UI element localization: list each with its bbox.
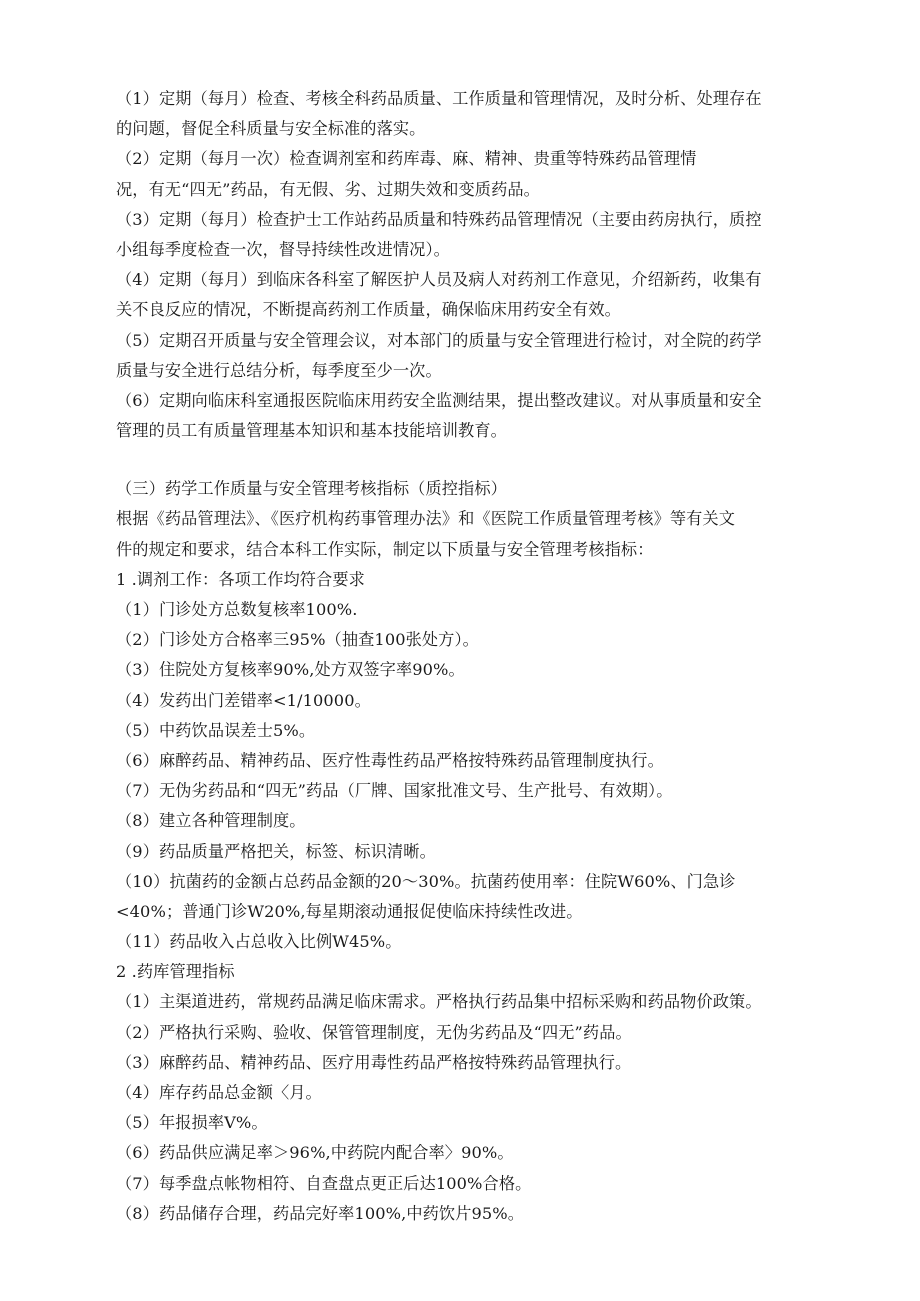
part2-item: （2）严格执行采购、验收、保管管理制度，无伪劣药品及“四无”药品。 bbox=[116, 1022, 632, 1042]
inspection-list bbox=[116, 84, 806, 446]
intro-line-1: 根据《药品管理法》、《医疗机构药事管理办法》和《医院工作质量管理考核》等有关文 bbox=[116, 509, 736, 529]
part1-item: （6）麻醉药品、精神药品、医疗性毒性药品严格按特殊药品管理制度执行。 bbox=[116, 750, 664, 770]
item-5-line-1: （5）定期召开质量与安全管理会议，对本部门的质量与安全管理进行检讨，对全院的药学 bbox=[116, 330, 762, 350]
section-heading: （三）药学工作质量与安全管理考核指标（质控指标） bbox=[116, 479, 507, 499]
part1-item: （3）住院处方复核率90%,处方双签字率90%。 bbox=[116, 660, 465, 680]
item-3-line-2: 小组每季度检查一次，督导持续性改进情况）。 bbox=[116, 239, 450, 259]
item-4-line-2: 关不良反应的情况，不断提高药剂工作质量，确保临床用药安全有效。 bbox=[116, 300, 621, 320]
part1-item: （1）门诊处方总数复核率100%. bbox=[116, 600, 358, 619]
intro-line-2: 件的规定和要求，结合本科工作实际，制定以下质量与安全管理考核指标： bbox=[116, 539, 654, 559]
part2-item: （3）麻醉药品、精神药品、医疗用毒性药品严格按特殊药品管理执行。 bbox=[116, 1052, 632, 1072]
part1-item: （4）发药出门差错率<1/10000。 bbox=[116, 690, 371, 710]
item-6-line-1: （6）定期向临床科室通报医院临床用药安全监测结果，提出整改建议。对从事质量和安全 bbox=[116, 390, 762, 410]
part1-item: <40%；普通门诊W20%,每星期滚动通报促使临床持续性改进。 bbox=[116, 901, 583, 921]
part2-item: （6）药品供应满足率＞96%,中药院内配合率〉90%。 bbox=[116, 1143, 514, 1163]
item-1-line-1: （1）定期（每月）检查、考核全科药品质量、工作质量和管理情况，及时分析、处理存在 bbox=[116, 89, 762, 108]
part2-item: （8）药品储存合理，药品完好率100%,中药饮片95%。 bbox=[116, 1203, 525, 1223]
part2-title: 2 .药库管理指标 bbox=[116, 962, 235, 982]
part1-title: 1 .调剂工作：各项工作均符合要求 bbox=[116, 569, 365, 589]
part1-item: （5）中药饮品误差士5%。 bbox=[116, 720, 316, 740]
item-1-line-2: 的问题，督促全科质量与安全标准的落实。 bbox=[116, 119, 426, 139]
item-6-line-2: 管理的员工有质量管理基本知识和基本技能培训教育。 bbox=[116, 421, 507, 441]
section-spacer bbox=[116, 446, 806, 474]
section-three bbox=[116, 474, 806, 1229]
part1-item: （9）药品质量严格把关，标签、标识清晰。 bbox=[116, 841, 436, 861]
part2-item: （4）库存药品总金额〈月。 bbox=[116, 1083, 322, 1102]
part1-item: （8）建立各种管理制度。 bbox=[116, 811, 306, 831]
item-5-line-2: 质量与安全进行总结分析，每季度至少一次。 bbox=[116, 360, 442, 380]
item-2-line-2: 况，有无“四无”药品，有无假、劣、过期失效和变质药品。 bbox=[116, 179, 540, 199]
part2-item: （1）主渠道进药，常规药品满足临床需求。严格执行药品集中招标采购和药品物价政策。 bbox=[116, 992, 762, 1012]
item-3-line-1: （3）定期（每月）检查护士工作站药品质量和特殊药品管理情况（主要由药房执行，质控 bbox=[116, 209, 762, 229]
part1-item: （2）门诊处方合格率三95%（抽查100张处方）。 bbox=[116, 630, 479, 650]
part2-item: （7）每季盘点帐物相符、自查盘点更正后达100%合格。 bbox=[116, 1173, 532, 1193]
item-4-line-1: （4）定期（每月）到临床各科室了解医护人员及病人对药剂工作意见，介绍新药，收集有 bbox=[116, 270, 762, 290]
part1-item: （7）无伪劣药品和“四无”药品（厂牌、国家批准文号、生产批号、有效期）。 bbox=[116, 781, 673, 801]
document-page bbox=[116, 84, 806, 1229]
part1-item: （11）药品收入占总收入比例W45%。 bbox=[116, 932, 402, 952]
part2-item: （5）年报损率V%。 bbox=[116, 1113, 268, 1133]
part1-item: （10）抗菌药的金额占总药品金额的20〜30%。抗菌药使用率：住院W60%、门急诊 bbox=[116, 871, 736, 891]
item-2-line-1: （2）定期（每月一次）检查调剂室和药库毒、麻、精神、贵重等特殊药品管理情 bbox=[116, 149, 697, 169]
